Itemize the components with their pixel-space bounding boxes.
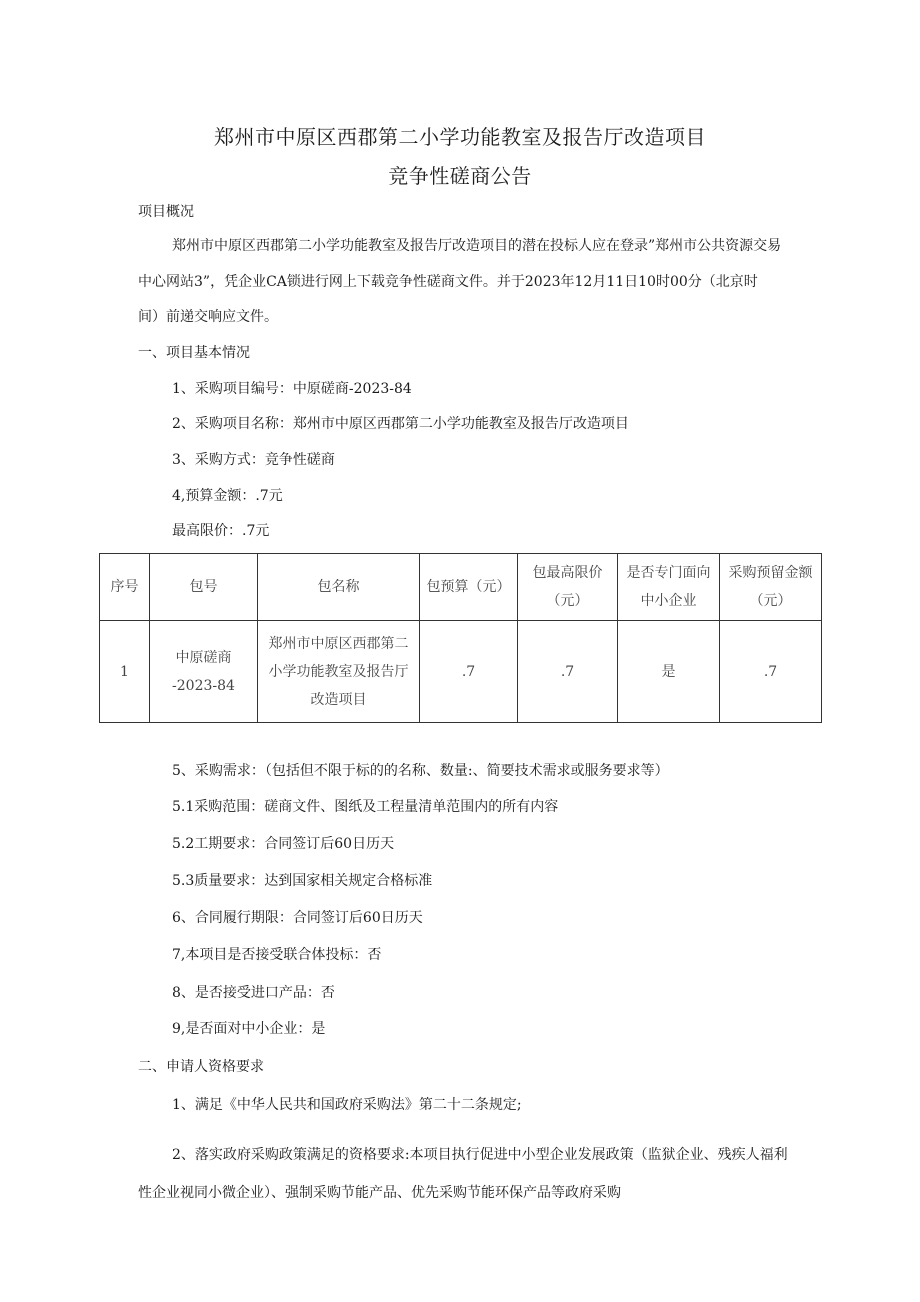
header-budget: 包预算（元） xyxy=(420,554,518,621)
cell-max-price: .7 xyxy=(518,621,618,723)
item-project-name: 2、采购项目名称：郑州市中原区西郡第二小学功能教室及报告厅改造项目 xyxy=(172,416,629,432)
header-pkg-name: 包名称 xyxy=(258,554,420,621)
cell-pkg-no-line1: 中原磋商 xyxy=(175,649,232,666)
cell-pkg-no-line2: -2023-84 xyxy=(172,677,235,694)
cell-seq: 1 xyxy=(100,621,150,723)
table-row xyxy=(100,621,822,723)
header-reserve-line1: 采购预留金额 xyxy=(728,565,813,581)
header-reserve-line2: （元） xyxy=(749,593,792,609)
cell-pkg-name-line1: 郑州市中原区西郡第二 xyxy=(268,635,409,652)
item-procurement-method: 3、采购方式：竞争性磋商 xyxy=(172,452,335,468)
cell-budget: .7 xyxy=(420,621,518,723)
item-project-number: 1、采购项目编号：中原磋商-2023-84 xyxy=(172,381,412,397)
header-sme-line1: 是否专门面向 xyxy=(626,565,711,581)
overview-paragraph-line2: 中心网站3”，凭企业CA锁进行网上下载竞争性磋商文件。并于2023年12月11日10时00分（北京时 xyxy=(138,274,758,290)
item-contract-period: 6、合同履行期限：合同签订后60日历天 xyxy=(172,910,423,926)
header-max-price-line2: （元） xyxy=(546,593,589,609)
item-sme: 9,是否面对中小企业：是 xyxy=(172,1021,326,1037)
cell-pkg-no xyxy=(150,621,258,723)
requirement-1: 1、满足《中华人民共和国政府采购法》第二十二条规定; xyxy=(172,1097,522,1113)
page-title-line2: 竞争性磋商公告 xyxy=(388,164,532,188)
header-pkg-no: 包号 xyxy=(150,554,258,621)
cell-reserve: .7 xyxy=(720,621,822,723)
header-max-price-line1: 包最高限价 xyxy=(532,565,603,581)
item-imports: 8、是否接受进口产品：否 xyxy=(172,985,335,1001)
header-sme xyxy=(618,554,720,621)
item-scope: 5.1采购范围：磋商文件、图纸及工程量清单范围内的所有内容 xyxy=(172,799,559,815)
overview-paragraph-line1: 郑州市中原区西郡第二小学功能教室及报告厅改造项目的潜在投标人应在登录”郑州市公共资源交易 xyxy=(172,238,782,254)
item-max-price: 最高限价：.7元 xyxy=(172,523,270,539)
page-title-line1: 郑州市中原区西郡第二小学功能教室及报告厅改造项目 xyxy=(214,125,706,149)
header-reserve xyxy=(720,554,822,621)
table-header-row xyxy=(100,554,822,621)
overview-heading: 项目概况 xyxy=(138,204,194,220)
item-consortium: 7,本项目是否接受联合体投标：否 xyxy=(172,947,382,963)
item-quality: 5.3质量要求：达到国家相关规定合格标准 xyxy=(172,873,433,889)
overview-paragraph-line3: 间）前递交响应文件。 xyxy=(138,309,278,325)
item-requirements: 5、采购需求：（包括但不限于标的的名称、数量:、简要技术需求或服务要求等） xyxy=(172,763,669,779)
cell-pkg-name-line2: 小学功能教室及报告厅 xyxy=(268,663,409,680)
section1-heading: 一、项目基本情况 xyxy=(138,345,250,361)
header-seq: 序号 xyxy=(100,554,150,621)
header-sme-line2: 中小企业 xyxy=(640,593,697,609)
requirement-2-line2: 性企业视同小微企业）、强制采购节能产品、优先采购节能环保产品等政府采购 xyxy=(138,1185,621,1201)
package-table xyxy=(99,553,822,723)
item-budget: 4,预算金额：.7元 xyxy=(172,488,283,504)
item-schedule: 5.2工期要求：合同签订后60日历天 xyxy=(172,836,395,852)
header-max-price xyxy=(518,554,618,621)
cell-sme: 是 xyxy=(618,621,720,723)
cell-pkg-name xyxy=(258,621,420,723)
section2-heading: 二、申请人资格要求 xyxy=(138,1059,264,1075)
requirement-2-line1: 2、落实政府采购政策满足的资格要求:本项目执行促进中小型企业发展政策（监狱企业、残疾人福利 xyxy=(172,1147,788,1163)
cell-pkg-name-line3: 改造项目 xyxy=(310,691,367,708)
